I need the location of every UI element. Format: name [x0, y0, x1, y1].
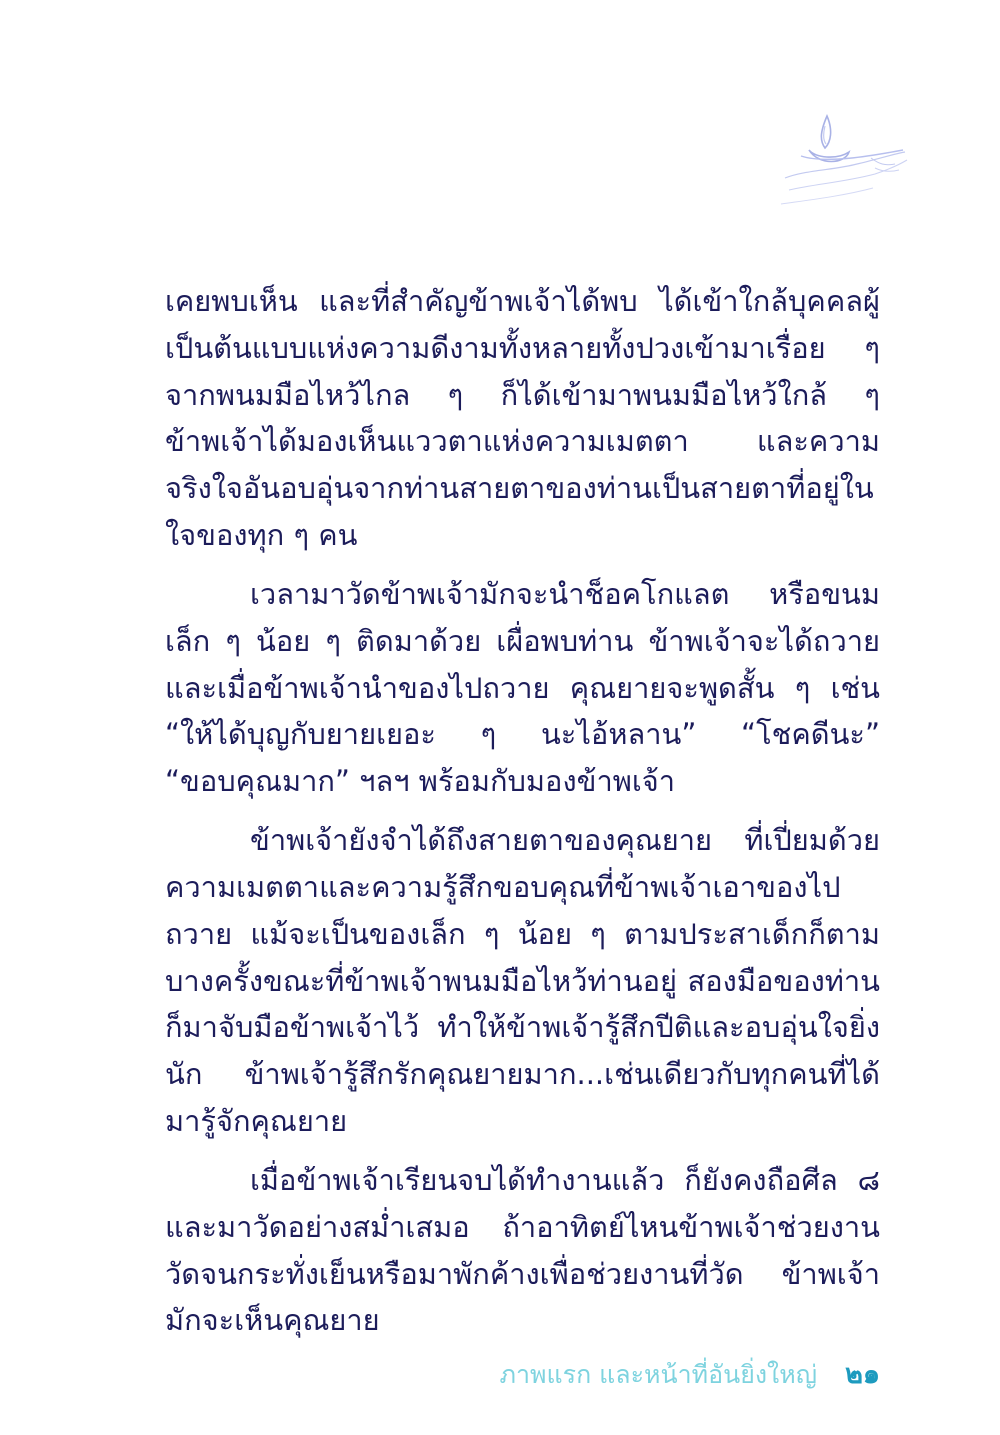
page-footer	[470, 1352, 880, 1392]
running-title: ภาพแรก และหน้าที่อันยิ่งใหญ่	[499, 1360, 818, 1389]
page-number: ๒๑	[845, 1359, 880, 1390]
paragraph-2: เวลามาวัดข้าพเจ้ามักจะนำช็อคโกแลต หรือขนมเล็ก ๆ น้อย ๆ ติดมาด้วย เผื่อพบท่าน ข้าพเจ้าจะได้ถวาย และเมื่อข้าพเจ้านำของไปถวาย คุณยายจะพูดสั้น ๆ เช่น “ให้ได้บุญกับยายเยอะ ๆ นะไอ้หลาน” “โชคดีนะ” “ขอบคุณมาก” ฯลฯ พร้อมกับมองข้าพเจ้า	[165, 576, 880, 799]
paragraph-3: ข้าพเจ้ายังจำได้ถึงสายตาของคุณยาย ที่เปี่ยมด้วยความเมตตาและความรู้สึกขอบคุณที่ข้าพเจ้าเอาของไปถวาย แม้จะเป็นของเล็ก ๆ น้อย ๆ ตามประสาเด็กก็ตาม บางครั้งขณะที่ข้าพเจ้าพนมมือไหว้ท่านอยู่ สองมือของท่านก็มาจับมือข้าพเจ้าไว้ ทำให้ข้าพเจ้ารู้สึกปีติและอบอุ่นใจยิ่งนัก ข้าพเจ้ารู้สึกรักคุณยายมาก...เช่นเดียวกับทุกคนที่ได้มารู้จักคุณยาย	[165, 823, 880, 1139]
paragraph-4: เมื่อข้าพเจ้าเรียนจบได้ทำงานแล้ว ก็ยังคงถือศีล ๘ และมาวัดอย่างสม่ำเสมอ ถ้าอาทิตย์ไหนข้าพเจ้าช่วยงานวัดจนกระทั่งเย็นหรือมาพักค้างเพื่อช่วยงานที่วัด ข้าพเจ้ามักจะเห็นคุณยาย	[165, 1162, 880, 1338]
paragraph-1: เคยพบเห็น และที่สำคัญข้าพเจ้าได้พบ ได้เข้าใกล้บุคคลผู้เป็นต้นแบบแห่งความดีงามทั้งหลายทั้งปวงเข้ามาเรื่อย ๆ จากพนมมือไหว้ไกล ๆ ก็ได้เข้ามาพนมมือไหว้ใกล้ ๆ ข้าพเจ้าได้มองเห็นแววตาแห่งความเมตตา และความจริงใจอันอบอุ่นจากท่านสายตาของท่านเป็นสายตาที่อยู่ในใจของทุก ๆ คน	[165, 284, 880, 553]
body-text	[165, 278, 880, 1356]
lamp-on-hand-icon	[775, 108, 915, 218]
